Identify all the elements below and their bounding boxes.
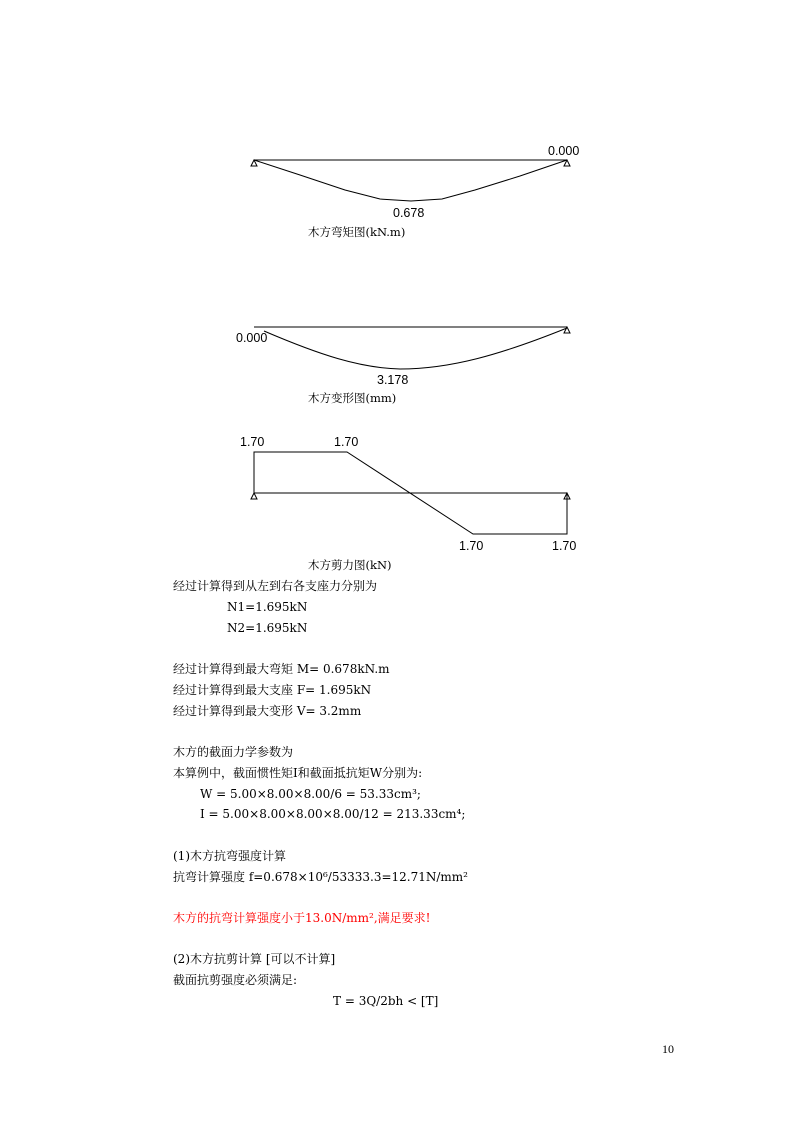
deflection-diagram-caption: 木方变形图(mm) (308, 391, 397, 405)
shear-intro: 截面抗剪强度必须满足: (173, 973, 298, 987)
deflection-end-label: 0.000 (236, 331, 268, 345)
moment-end-label: 0.000 (548, 144, 580, 158)
max-support-line: 经过计算得到最大支座 F= 1.695kN (173, 683, 372, 697)
bending-result: 木方的抗弯计算强度小于13.0N/mm²,满足要求! (173, 911, 431, 925)
reaction-n1: N1=1.695kN (227, 600, 308, 614)
moment-diagram (251, 160, 570, 201)
shear-label-bottom-right: 1.70 (552, 539, 577, 553)
shear-label-top-mid: 1.70 (334, 435, 359, 449)
max-moment-line: 经过计算得到最大弯矩 M= 0.678kN.m (173, 662, 390, 676)
section-intro: 本算例中，截面惯性矩I和截面抵抗矩W分别为: (173, 766, 423, 780)
reactions-intro: 经过计算得到从左到右各支座力分别为 (173, 579, 378, 593)
right-support-icon (564, 327, 570, 333)
shear-label-bottom-mid: 1.70 (459, 539, 484, 553)
shear-diagram (251, 452, 570, 534)
page-number: 10 (662, 1042, 674, 1056)
section-title: 木方的截面力学参数为 (173, 745, 294, 759)
moment-max-label: 0.678 (393, 206, 425, 220)
shear-diagram-caption: 木方剪力图(kN) (308, 558, 392, 572)
shear-label-top-left: 1.70 (240, 435, 265, 449)
bending-calc: 抗弯计算强度 f=0.678×10⁶/53333.3=12.71N/mm² (173, 870, 468, 884)
shear-title: (2)木方抗剪计算 [可以不计算] (173, 952, 336, 966)
shear-formula: T = 3Q/2bh < [T] (333, 994, 439, 1008)
moment-diagram-caption: 木方弯矩图(kN.m) (308, 225, 406, 239)
w-formula: W = 5.00×8.00×8.00/6 = 53.33cm³; (200, 787, 421, 801)
reaction-n2: N2=1.695kN (227, 621, 308, 635)
deflection-max-label: 3.178 (377, 373, 409, 387)
i-formula: I = 5.00×8.00×8.00×8.00/12 = 213.33cm⁴; (200, 807, 466, 821)
bending-title: (1)木方抗弯强度计算 (173, 849, 286, 863)
deflection-diagram (254, 327, 570, 369)
max-deflection-line: 经过计算得到最大变形 V= 3.2mm (173, 704, 362, 718)
left-support-icon (251, 493, 257, 499)
